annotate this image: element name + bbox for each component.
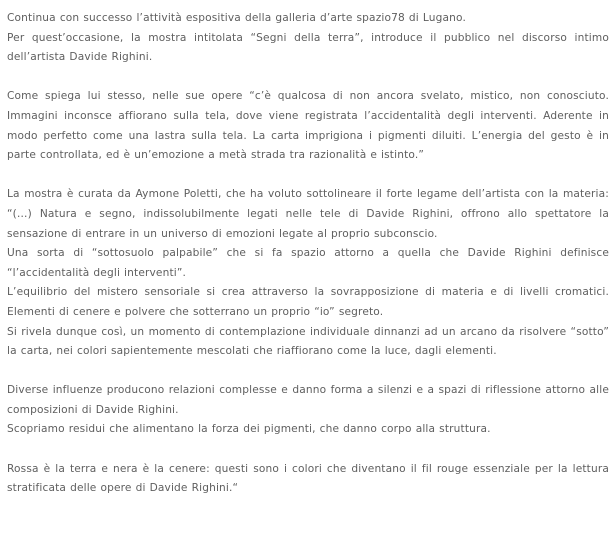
- article-body: [7, 9, 609, 518]
- curator-line-3: L’equilibrio del mistero sensoriale si crea attraverso la sovrapposizione di materia e di livelli cromatici. Elementi di cenere e polvere che sotterrano un proprio “io” segreto.: [7, 286, 609, 318]
- curator-line-1: La mostra è curata da Aymone Poletti, che ha voluto sottolineare il forte legame dell’artista con la materia: “(…) Natura e segno, indissolubilmente legati nelle tele di Davide Righini, offrono allo spettatore la sensazione di entrare in un universo di emozioni legate al proprio subconscio.: [7, 188, 609, 240]
- intro-line-2: Per quest’occasione, la mostra intitolata “Segni della terra”, introduce il pubblico nel discorso intimo dell’artista Davide Righini.: [7, 31, 609, 64]
- paragraph-influences: [7, 381, 609, 440]
- influences-line-2: Scopriamo residui che alimentano la forza dei pigmenti, che danno corpo alla struttura.: [7, 423, 491, 436]
- paragraph-intro: [7, 9, 609, 68]
- paragraph-curator: [7, 185, 609, 361]
- curator-line-2: Una sorta di “sottosuolo palpabile” che si fa spazio attorno a quella che Davide Righini definisce “l’accidentalità degli interventi”.: [7, 247, 609, 279]
- influences-line-1: Diverse influenze producono relazioni complesse e danno forma a silenzi e a spazi di riflessione attorno alle composizioni di Davide Righini.: [7, 384, 609, 416]
- paragraph-conclusion: [7, 460, 609, 499]
- intro-line-1: Continua con successo l’attività espositiva della galleria d’arte spazio78 di Lugano.: [7, 12, 466, 24]
- paragraph-artist-quote: [7, 87, 609, 165]
- curator-line-4: Si rivela dunque così, un momento di contemplazione individuale dinnanzi ad un arcano da risolvere “sotto” la carta, nei colori sapientemente mescolati che riaffiorano come la luce, dagli elementi.: [7, 325, 609, 358]
- artist-quote-text: Come spiega lui stesso, nelle sue opere “c’è qualcosa di non ancora svelato, mistico, non conosciuto. Immagini inconsce affiorano sulla tela, dove viene registrata l’accidentalità degli interventi. Aderente in modo perfetto come una lastra sulla tela. La carta imprigiona i pigmenti diluiti. L’energia del gesto è in parte controllata, ed è un’emozione a metà strada tra razionalità e istinto.”: [7, 90, 609, 162]
- conclusion-text: Rossa è la terra e nera è la cenere: questi sono i colori che diventano il fil rouge essenziale per la lettura stratificata delle opere di Davide Righini.“: [7, 462, 609, 495]
